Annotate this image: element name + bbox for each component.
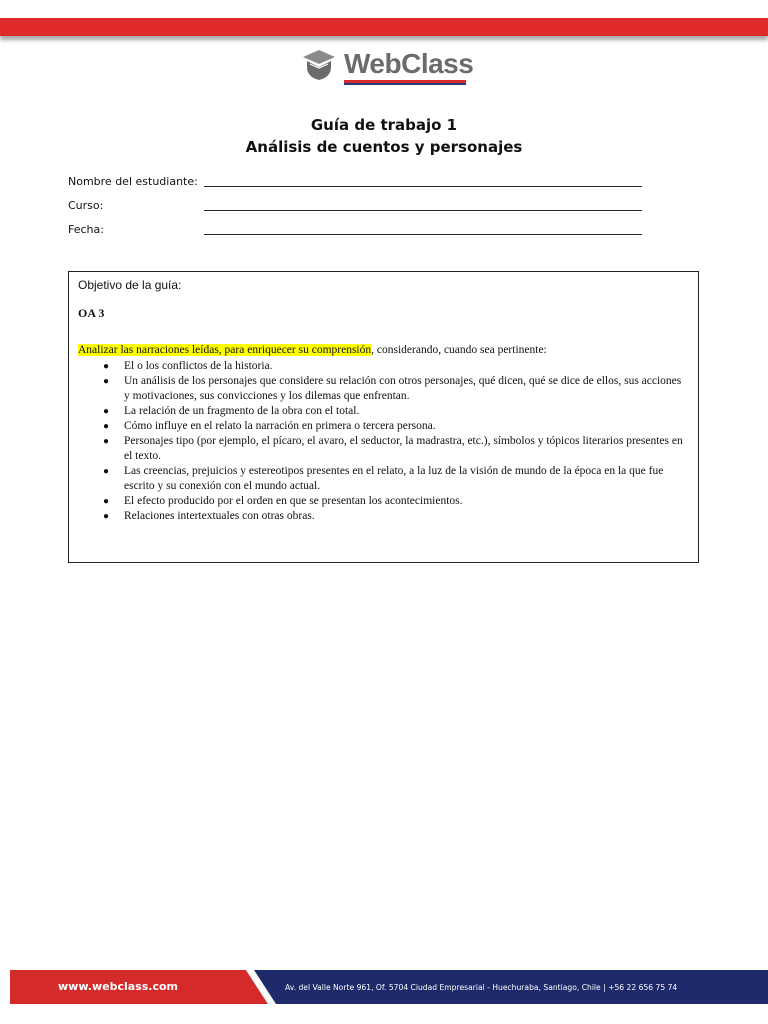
bullet-icon: ● (103, 376, 110, 387)
list-item (78, 374, 689, 404)
field-label: Curso: (68, 199, 104, 212)
list-item (78, 434, 689, 464)
bullet-icon: ● (103, 361, 110, 372)
list-item-text: Las creencias, prejuicios y estereotipos presentes en el relato, a la luz de la visión de mundo de la época en la que fue escrito y su conexión con el mundo actual. (124, 465, 664, 492)
objective-list (78, 359, 689, 524)
list-item (78, 464, 689, 494)
footer-bar (10, 970, 768, 1004)
title-line-2: Análisis de cuentos y personajes (245, 138, 523, 156)
graduation-cap-shield-icon (302, 47, 336, 81)
list-item-text: Un análisis de los personajes que considere su relación con otros personajes, qué dicen, qué se dice de ellos, sus acciones y motivaciones, sus convicciones y los dilemas que enfrentan. (124, 375, 682, 402)
list-item (78, 494, 689, 509)
field-course (68, 196, 648, 220)
field-student-name (68, 172, 648, 196)
footer-address: Av. del Valle Norte 961, Of. 5704 Ciudad Empresarial - Huechuraba, Santiago, Chile | +56 22 656 75 74 (285, 983, 678, 992)
brand-underline (344, 80, 466, 83)
list-item-text: Relaciones intertextuales con otras obras. (124, 510, 315, 522)
objective-heading: Objetivo de la guía: (78, 278, 182, 292)
list-item (78, 419, 689, 434)
list-item-text: Personajes tipo (por ejemplo, el pícaro, el avaro, el seductor, la madrastra, etc.), símbolos y tópicos literarios presentes en el texto. (124, 435, 683, 462)
date-input-line[interactable] (204, 234, 642, 235)
list-item (78, 509, 689, 524)
bullet-icon: ● (103, 466, 110, 477)
bullet-icon: ● (103, 406, 110, 417)
course-input-line[interactable] (204, 210, 642, 211)
webclass-logo (302, 44, 473, 84)
objective-box (68, 271, 699, 563)
field-date (68, 220, 648, 244)
bullet-icon: ● (103, 511, 110, 522)
list-item (78, 404, 689, 419)
objective-code: OA 3 (78, 306, 105, 320)
highlighted-text: Analizar las narraciones leídas, para enriquecer su comprensión (78, 344, 372, 356)
list-item (78, 359, 689, 374)
list-item-text: El o los conflictos de la historia. (124, 360, 273, 372)
list-item-text: La relación de un fragmento de la obra con el total. (124, 405, 360, 417)
list-item-text: El efecto producido por el orden en que se presentan los acontecimientos. (124, 495, 463, 507)
brand-name: WebClass (344, 48, 474, 79)
field-label: Nombre del estudiante: (68, 175, 198, 188)
list-item-text: Cómo influye en el relato la narración en primera o tercera persona. (124, 420, 436, 432)
footer-website-link[interactable]: www.webclass.com (58, 980, 178, 993)
document-titles (0, 114, 768, 158)
student-name-input-line[interactable] (204, 186, 642, 187)
top-red-bar (0, 18, 768, 36)
bullet-icon: ● (103, 496, 110, 507)
intro-rest: , considerando, cuando sea pertinente: (371, 344, 547, 356)
student-fields (68, 172, 648, 244)
title-line-1: Guía de trabajo 1 (310, 116, 458, 134)
field-label: Fecha: (68, 223, 104, 236)
objective-intro (78, 343, 689, 358)
bullet-icon: ● (103, 421, 110, 432)
bullet-icon: ● (103, 436, 110, 447)
